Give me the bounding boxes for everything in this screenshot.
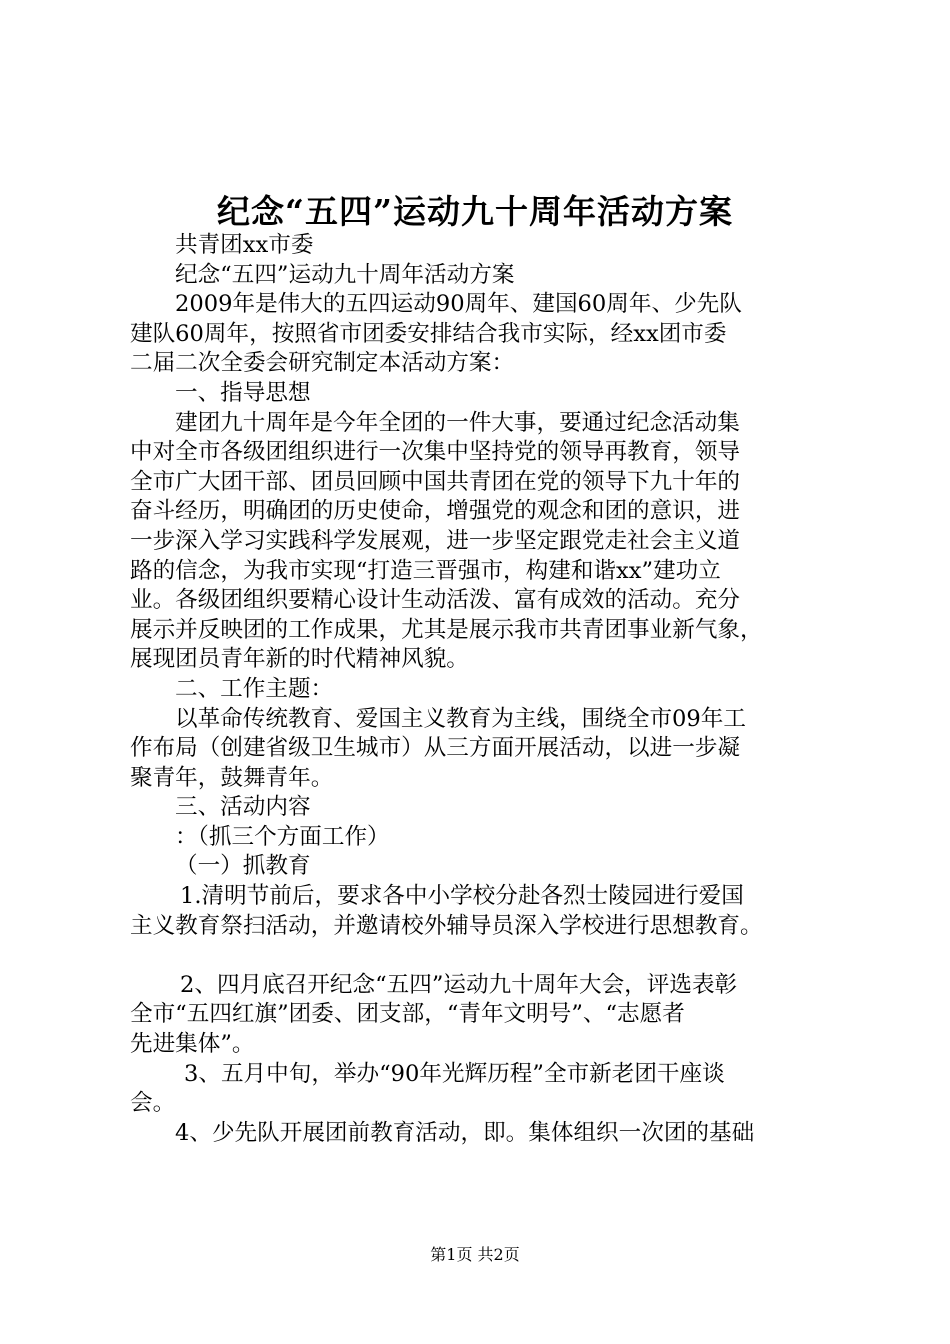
paragraph-line: 展示并反映团的工作成果，尤其是展示我市共青团事业新气象， <box>130 616 763 643</box>
paragraph-line: 共青团xx市委 <box>175 232 314 258</box>
paragraph-line: 路的信念，为我市实现“打造三晋强市，构建和谐xx”建功立 <box>130 557 721 584</box>
blank-line <box>130 941 856 971</box>
paragraph-line: 一步深入学习实践科学发展观，进一步坚定跟党走社会主义道 <box>130 527 741 554</box>
section-heading: 一、指导思想 <box>175 379 311 406</box>
subsection-heading: （一）抓教育 <box>175 853 311 880</box>
paragraph-line: 中对全市各级团组织进行一次集中坚持党的领导再教育，领导 <box>130 439 741 466</box>
paragraph-line: 展现团员青年新的时代精神风貌。 <box>130 646 469 673</box>
paragraph-line: ：（抓三个方面工作） <box>175 823 390 850</box>
paragraph-line: 3、五月中旬，举办“90年光辉历程”全市新老团干座谈 <box>184 1060 725 1087</box>
document-title: 纪念“五四”运动九十周年活动方案 <box>217 192 733 231</box>
paragraph-line: 1.清明节前后，要求各中小学校分赴各烈士陵园进行爱国 <box>180 883 744 910</box>
paragraph-line: 二届二次全委会研究制定本活动方案： <box>130 350 515 377</box>
paragraph-line: 作布局（创建省级卫生城市）从三方面开展活动，以进一步凝 <box>130 735 741 762</box>
page-footer: 第1页 共2页 <box>430 1245 520 1264</box>
paragraph-line: 全市“五四红旗”团委、团支部，“青年文明号”、“志愿者 <box>130 1001 685 1028</box>
paragraph-line: 4、少先队开展团前教育活动，即。集体组织一次团的基础 <box>175 1119 755 1146</box>
paragraph-line: 会。 <box>130 1090 176 1117</box>
paragraph-line: 建队60周年，按照省市团委安排结合我市实际，经xx团市委 <box>130 320 727 347</box>
section-heading: 二、工作主题： <box>175 675 334 702</box>
paragraph-line: 纪念“五四”运动九十周年活动方案 <box>175 261 515 288</box>
paragraph-line: 2、四月底召开纪念“五四”运动九十周年大会，评选表彰 <box>180 971 738 998</box>
document-body <box>130 231 856 1148</box>
paragraph-line: 业。各级团组织要精心设计生动活泼、富有成效的活动。充分 <box>130 587 741 614</box>
paragraph-line: 全市广大团干部、团员回顾中国共青团在党的领导下九十年的 <box>130 468 741 495</box>
paragraph-line: 以革命传统教育、爱国主义教育为主线，围绕全市09年工 <box>175 705 746 732</box>
section-heading: 三、活动内容 <box>175 794 311 821</box>
paragraph-line: 先进集体”。 <box>130 1031 255 1058</box>
paragraph-line: 建团九十周年是今年全团的一件大事，要通过纪念活动集 <box>175 409 740 436</box>
paragraph-line: 2009年是伟大的五四运动90周年、建国60周年、少先队 <box>175 291 742 318</box>
paragraph-line: 主义教育祭扫活动，并邀请校外辅导员深入学校进行思想教育。 <box>130 912 763 939</box>
paragraph-line: 聚青年，鼓舞青年。 <box>130 764 334 791</box>
paragraph-line: 奋斗经历，明确团的历史使命，增强党的观念和团的意识，进 <box>130 498 741 525</box>
